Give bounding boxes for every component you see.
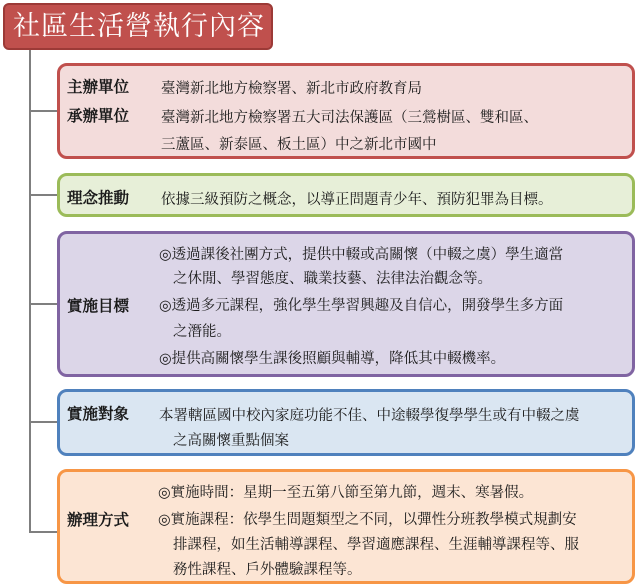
method-course-line-2: 排課程，如生活輔導課程、學習適應課程、生涯輔導課程等、服 bbox=[173, 537, 579, 553]
goal-2-line-2: 之潛能。 bbox=[173, 324, 231, 340]
concept-text: 依據三級預防之概念，以導正問題青少年、預防犯罪為目標。 bbox=[161, 192, 553, 208]
goal-2-line-1: ◎透過多元課程，強化學生學習興趣及自信心，開發學生多方面 bbox=[159, 298, 564, 314]
method-course-line-1: ◎實施課程：依學生問題類型之不同，以彈性分班教學模式規劃安 bbox=[158, 512, 577, 528]
host-label: 主辦單位 bbox=[67, 78, 130, 96]
target-label: 實施對象 bbox=[67, 405, 130, 423]
connector-branch-org bbox=[30, 110, 58, 112]
organizer-line-1: 臺灣新北地方檢察署五大司法保護區（三鶯樹區、雙和區、 bbox=[161, 110, 538, 126]
goals-card bbox=[57, 231, 635, 377]
organizer-line-2: 三蘆區、新泰區、板土區）中之新北市國中 bbox=[161, 137, 437, 153]
organizer-label: 承辦單位 bbox=[67, 107, 130, 125]
goal-3-line-1: ◎提供高關懷學生課後照顧與輔導，降低其中輟機率。 bbox=[159, 351, 506, 367]
connector-branch-concept bbox=[30, 194, 58, 196]
method-time: ◎實施時間：星期一至五第八節至第九節，週末、寒暑假。 bbox=[158, 485, 534, 501]
connector-trunk bbox=[29, 50, 31, 533]
host-value: 臺灣新北地方檢察署、新北市政府教育局 bbox=[161, 81, 422, 97]
org-card bbox=[57, 63, 635, 159]
goal-1-line-1: ◎透過課後社團方式，提供中輟或高關懷（中輟之虞）學生適當 bbox=[159, 247, 564, 263]
concept-label: 理念推動 bbox=[67, 189, 130, 207]
target-card bbox=[57, 389, 635, 456]
concept-card bbox=[57, 173, 635, 217]
diagram-title: 社區生活營執行內容 bbox=[3, 3, 273, 50]
method-label: 辦理方式 bbox=[67, 511, 130, 529]
connector-branch-target bbox=[30, 421, 58, 423]
target-line-1: 本署轄區國中校內家庭功能不佳、中途輟學復學學生或有中輟之虞 bbox=[159, 408, 580, 424]
method-course-line-3: 務性課程、戶外體驗課程等。 bbox=[173, 562, 362, 578]
target-line-2: 之高關懷重點個案 bbox=[173, 433, 289, 449]
connector-branch-method bbox=[30, 531, 58, 533]
goals-label: 實施目標 bbox=[67, 297, 130, 315]
goal-1-line-2: 之休閒、學習態度、職業技藝、法律法治觀念等。 bbox=[173, 271, 492, 287]
connector-branch-goals bbox=[30, 303, 58, 305]
method-card bbox=[57, 469, 635, 584]
